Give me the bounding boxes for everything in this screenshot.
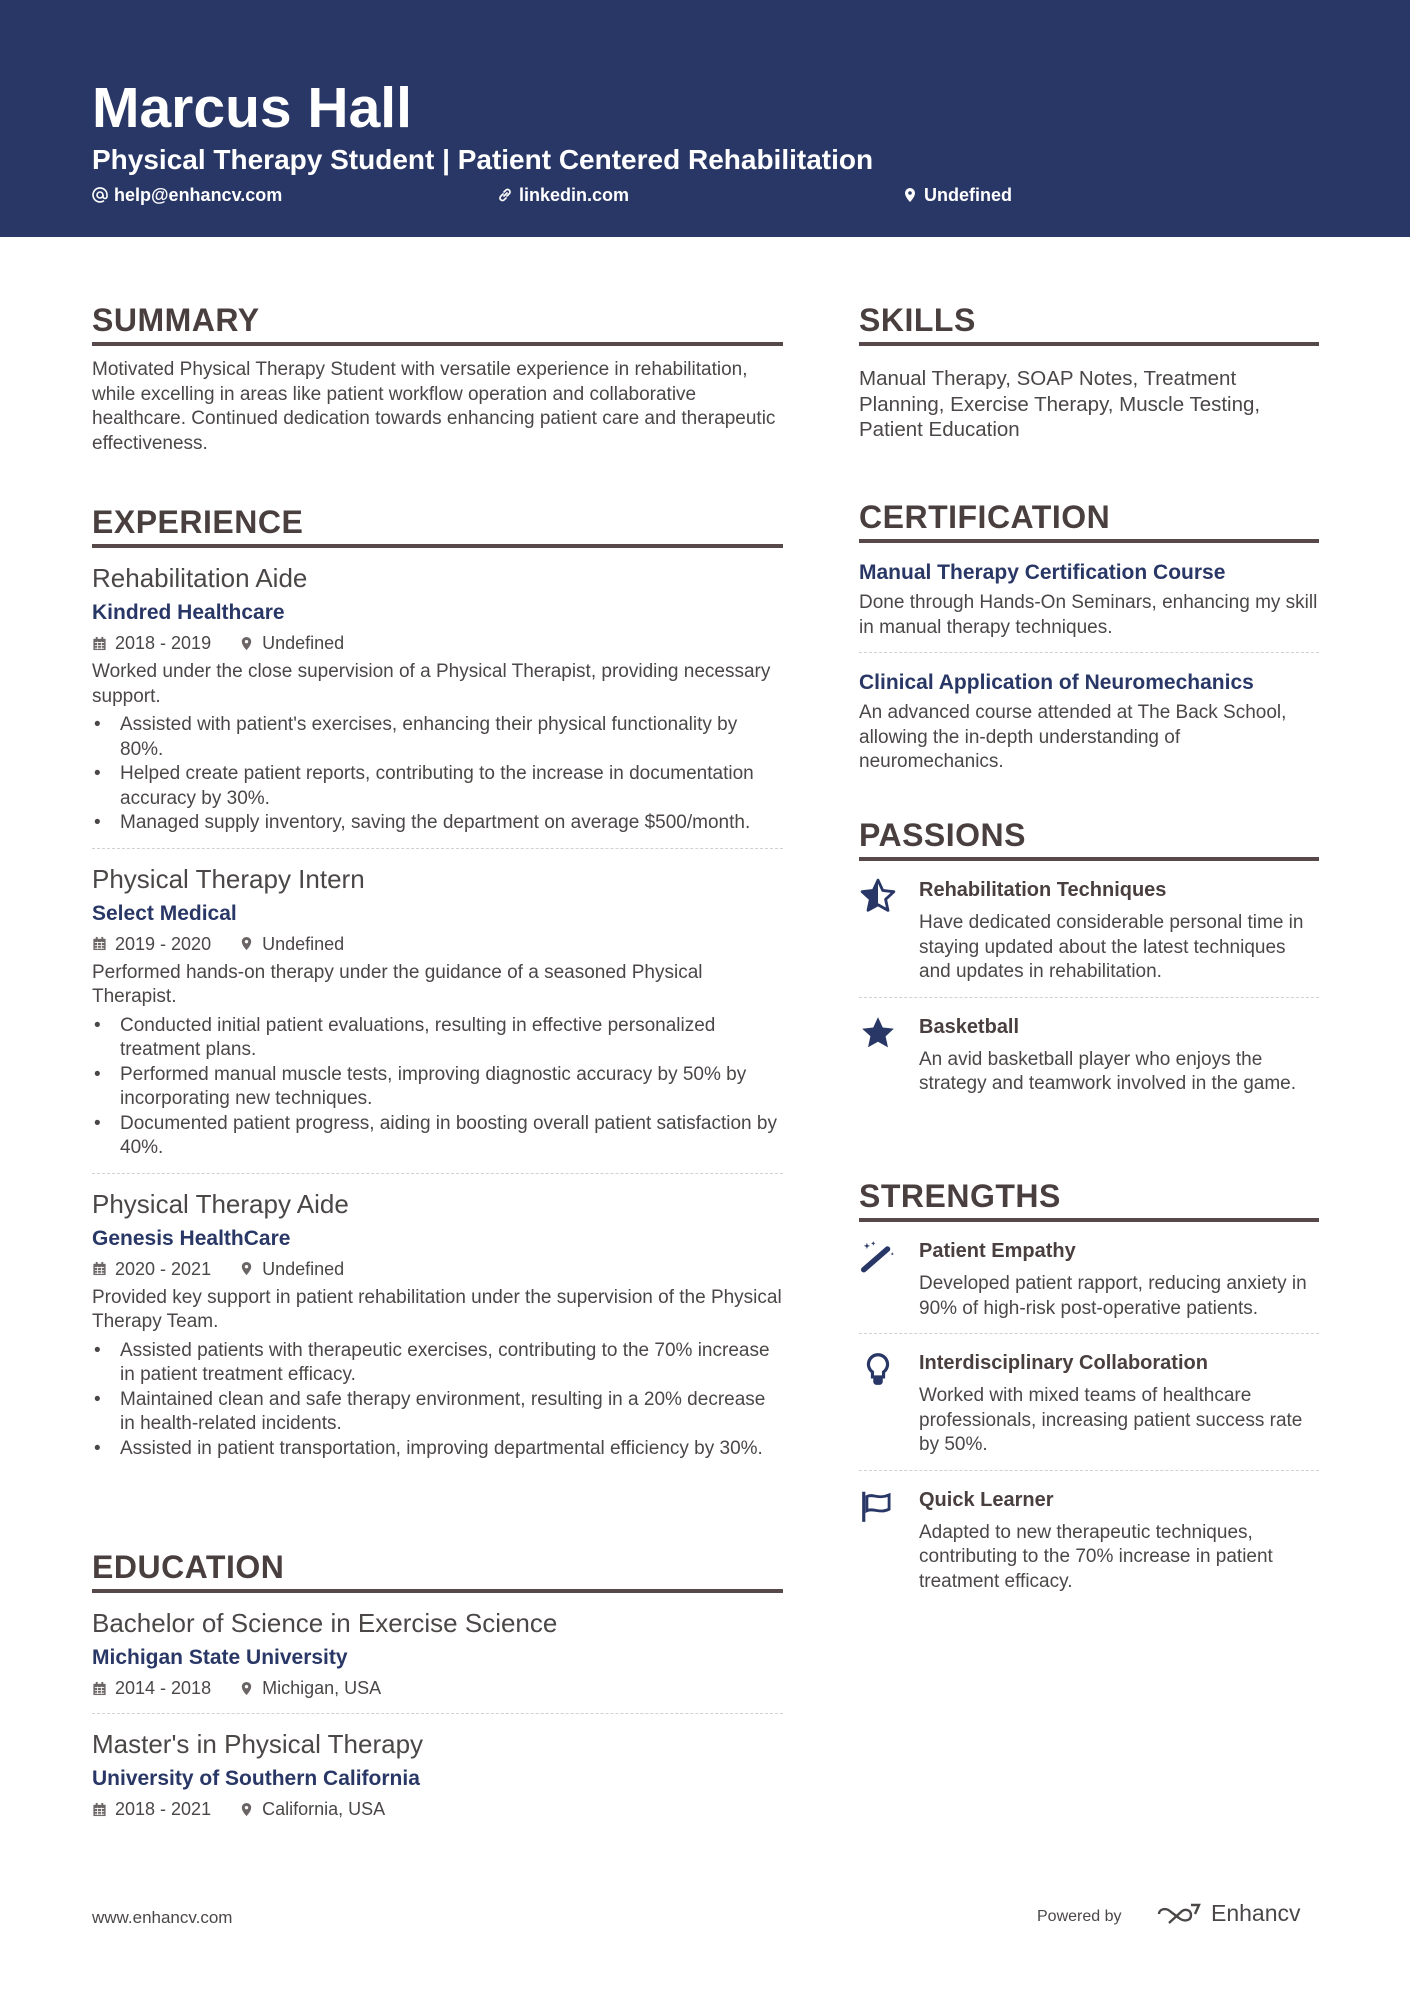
at-icon bbox=[92, 187, 108, 203]
section-heading: PASSIONS bbox=[859, 815, 1319, 861]
dates: 2019 - 2020 bbox=[115, 933, 212, 954]
job-description: Worked under the close supervision of a Physical Therapist, providing necessary support. bbox=[92, 661, 771, 707]
achievement-item: • Managed supply inventory, saving the department on average $500/month. bbox=[92, 811, 783, 836]
achievement-item: • Assisted patients with therapeutic exercises, contributing to the 70% increase in patient treatment efficacy. bbox=[92, 1339, 783, 1388]
education-section bbox=[92, 1547, 783, 1822]
resume-header bbox=[0, 0, 1410, 237]
item-title: Rehabilitation Techniques bbox=[919, 879, 1167, 901]
section-heading: SUMMARY bbox=[92, 300, 783, 346]
location-pin-icon bbox=[239, 936, 254, 951]
divider bbox=[859, 1333, 1319, 1334]
contact-linkedin[interactable] bbox=[497, 184, 629, 206]
certification-section bbox=[859, 497, 1319, 775]
location-pin-icon bbox=[239, 1261, 254, 1276]
strengths-item bbox=[859, 1348, 1319, 1458]
company-name[interactable]: Kindred Healthcare bbox=[92, 601, 285, 624]
location-pin-wrap bbox=[239, 936, 254, 951]
location-pin-wrap bbox=[239, 1681, 254, 1696]
star-half-icon bbox=[859, 877, 897, 915]
linkedin-text: linkedin.com bbox=[519, 185, 630, 205]
dates: 2020 - 2021 bbox=[115, 1258, 212, 1279]
job-title: Physical Therapy Aide bbox=[92, 1188, 349, 1219]
divider bbox=[859, 997, 1319, 998]
icon-wrap bbox=[859, 875, 919, 985]
item-description: An avid basketball player who enjoys the strategy and teamwork involved in the game. bbox=[919, 1048, 1297, 1094]
achievement-item: • Helped create patient reports, contributing to the increase in documentation accuracy by 30%. bbox=[92, 762, 783, 811]
contact-email[interactable] bbox=[92, 184, 282, 206]
icon-wrap bbox=[859, 1012, 919, 1097]
school-name[interactable]: University of Southern California bbox=[92, 1767, 420, 1790]
section-heading: CERTIFICATION bbox=[859, 497, 1319, 543]
meta-row bbox=[92, 1675, 783, 1701]
certification-title: Clinical Application of Neuromechanics bbox=[859, 671, 1254, 694]
flag-icon bbox=[859, 1487, 897, 1525]
meta-row bbox=[92, 1256, 783, 1282]
location-text: Undefined bbox=[924, 185, 1012, 205]
location: Michigan, USA bbox=[262, 1678, 382, 1698]
location-pin-icon bbox=[239, 1802, 254, 1817]
item-description: Developed patient rapport, reducing anxiety in 90% of high-risk post-operative patients. bbox=[919, 1273, 1307, 1319]
candidate-name: Marcus Hall bbox=[92, 76, 412, 140]
meta-row bbox=[92, 630, 783, 656]
skills-text: Manual Therapy, SOAP Notes, Treatment Planning, Exercise Therapy, Muscle Testing, Patient Education bbox=[859, 367, 1261, 441]
location: California, USA bbox=[262, 1799, 386, 1819]
icon-wrap bbox=[859, 1348, 919, 1458]
job-title: Physical Therapy Intern bbox=[92, 863, 365, 894]
certification-description: An advanced course attended at The Back School, allowing the in-depth understanding of neuromechanics. bbox=[859, 702, 1287, 772]
job-description: Performed hands-on therapy under the guidance of a seasoned Physical Therapist. bbox=[92, 961, 703, 1007]
divider bbox=[92, 1713, 783, 1714]
item-description: Have dedicated considerable personal time in staying updated about the latest techniques and updates in rehabilitation. bbox=[919, 912, 1304, 982]
location: Undefined bbox=[262, 1258, 345, 1279]
calendar-icon bbox=[92, 1802, 107, 1817]
certification-title: Manual Therapy Certification Course bbox=[859, 561, 1226, 584]
enhancv-logo bbox=[1155, 1900, 1301, 1927]
location-pin-wrap bbox=[239, 1802, 254, 1817]
certification-description: Done through Hands-On Seminars, enhancing my skill in manual therapy techniques. bbox=[859, 592, 1318, 638]
location: Undefined bbox=[262, 633, 345, 653]
experience-entry bbox=[92, 1188, 783, 1462]
lightbulb-icon bbox=[859, 1350, 897, 1388]
calendar-icon bbox=[92, 1261, 107, 1276]
summary-section bbox=[92, 300, 783, 456]
location-pin-icon bbox=[239, 1681, 254, 1696]
summary-text: Motivated Physical Therapy Student with versatile experience in rehabilitation, while excelling in areas like patient workflow operation and collaborative healthcare. Continued dedication towards enhancing patient care and therapeutic effectiveness. bbox=[92, 359, 776, 454]
brand-text: Enhancv bbox=[1211, 1900, 1301, 1926]
location-pin-icon bbox=[902, 187, 918, 203]
footer-website[interactable]: www.enhancv.com bbox=[92, 1908, 233, 1927]
star-icon bbox=[859, 1014, 897, 1052]
calendar-icon bbox=[92, 1681, 107, 1696]
experience-entry bbox=[92, 863, 783, 1174]
education-entry bbox=[92, 1607, 783, 1714]
section-heading: EDUCATION bbox=[92, 1547, 783, 1593]
link-icon bbox=[497, 187, 513, 203]
strengths-section bbox=[859, 1176, 1319, 1594]
item-description: Worked with mixed teams of healthcare professionals, increasing patient success rate by 50%. bbox=[919, 1385, 1303, 1455]
achievement-list bbox=[92, 713, 783, 836]
achievement-item: • Maintained clean and safe therapy environment, resulting in a 20% decrease in health-related incidents. bbox=[92, 1388, 783, 1437]
passions-section bbox=[859, 815, 1319, 1097]
section-heading: SKILLS bbox=[859, 300, 1319, 346]
calendar-icon bbox=[92, 936, 107, 951]
degree: Bachelor of Science in Exercise Science bbox=[92, 1608, 558, 1638]
item-description: Adapted to new therapeutic techniques, contributing to the 70% increase in patient treatment efficacy. bbox=[919, 1521, 1273, 1592]
education-entry bbox=[92, 1728, 783, 1822]
location-pin-wrap bbox=[239, 636, 254, 651]
magic-wand-icon bbox=[859, 1238, 897, 1276]
item-title: Interdisciplinary Collaboration bbox=[919, 1352, 1208, 1374]
achievement-item: • Conducted initial patient evaluations, resulting in effective personalized treatment plans. bbox=[92, 1014, 783, 1063]
icon-wrap bbox=[859, 1485, 919, 1595]
item-title: Basketball bbox=[919, 1015, 1020, 1038]
location: Undefined bbox=[262, 933, 345, 954]
company-name[interactable]: Select Medical bbox=[92, 901, 237, 925]
dates: 2014 - 2018 bbox=[115, 1678, 212, 1698]
achievement-list bbox=[92, 1014, 783, 1161]
dates: 2018 - 2019 bbox=[115, 633, 212, 653]
enhancv-logo-icon bbox=[1155, 1901, 1203, 1927]
contact-location bbox=[902, 184, 1012, 206]
skills-section bbox=[859, 300, 1319, 443]
achievement-item: • Performed manual muscle tests, improving diagnostic accuracy by 50% by incorporating new techniques. bbox=[92, 1063, 783, 1112]
meta-row bbox=[92, 1796, 783, 1822]
passions-item bbox=[859, 875, 1319, 985]
experience-entry bbox=[92, 562, 783, 849]
footer-powered-by: Powered by bbox=[1037, 1908, 1122, 1925]
strengths-item bbox=[859, 1236, 1319, 1321]
email-text: help@enhancv.com bbox=[114, 185, 283, 205]
divider bbox=[859, 1470, 1319, 1471]
meta-row bbox=[92, 931, 783, 957]
degree: Master's in Physical Therapy bbox=[92, 1729, 424, 1759]
item-title: Quick Learner bbox=[919, 1488, 1054, 1511]
achievement-item: • Assisted with patient's exercises, enhancing their physical functionality by 80%. bbox=[92, 713, 783, 762]
company-name[interactable]: Genesis HealthCare bbox=[92, 1226, 291, 1250]
job-description: Provided key support in patient rehabilitation under the supervision of the Physical Therapy Team. bbox=[92, 1286, 782, 1332]
icon-wrap bbox=[859, 1236, 919, 1321]
experience-section bbox=[92, 502, 783, 1461]
achievement-list bbox=[92, 1339, 783, 1462]
job-title: Rehabilitation Aide bbox=[92, 563, 308, 593]
strengths-item bbox=[859, 1485, 1319, 1595]
candidate-title: Physical Therapy Student | Patient Centered Rehabilitation bbox=[92, 144, 874, 175]
section-heading: EXPERIENCE bbox=[92, 502, 783, 548]
calendar-icon bbox=[92, 636, 107, 651]
location-pin-wrap bbox=[239, 1261, 254, 1276]
divider bbox=[92, 848, 783, 849]
divider bbox=[92, 1173, 783, 1174]
dates: 2018 - 2021 bbox=[115, 1799, 212, 1819]
location-pin-icon bbox=[239, 636, 254, 651]
passions-item bbox=[859, 1012, 1319, 1097]
divider bbox=[859, 652, 1319, 653]
school-name[interactable]: Michigan State University bbox=[92, 1646, 348, 1669]
achievement-item: • Assisted in patient transportation, improving departmental efficiency by 30%. bbox=[92, 1437, 783, 1462]
section-heading: STRENGTHS bbox=[859, 1176, 1319, 1222]
item-title: Patient Empathy bbox=[919, 1240, 1076, 1262]
achievement-item: • Documented patient progress, aiding in boosting overall patient satisfaction by 40%. bbox=[92, 1112, 783, 1161]
